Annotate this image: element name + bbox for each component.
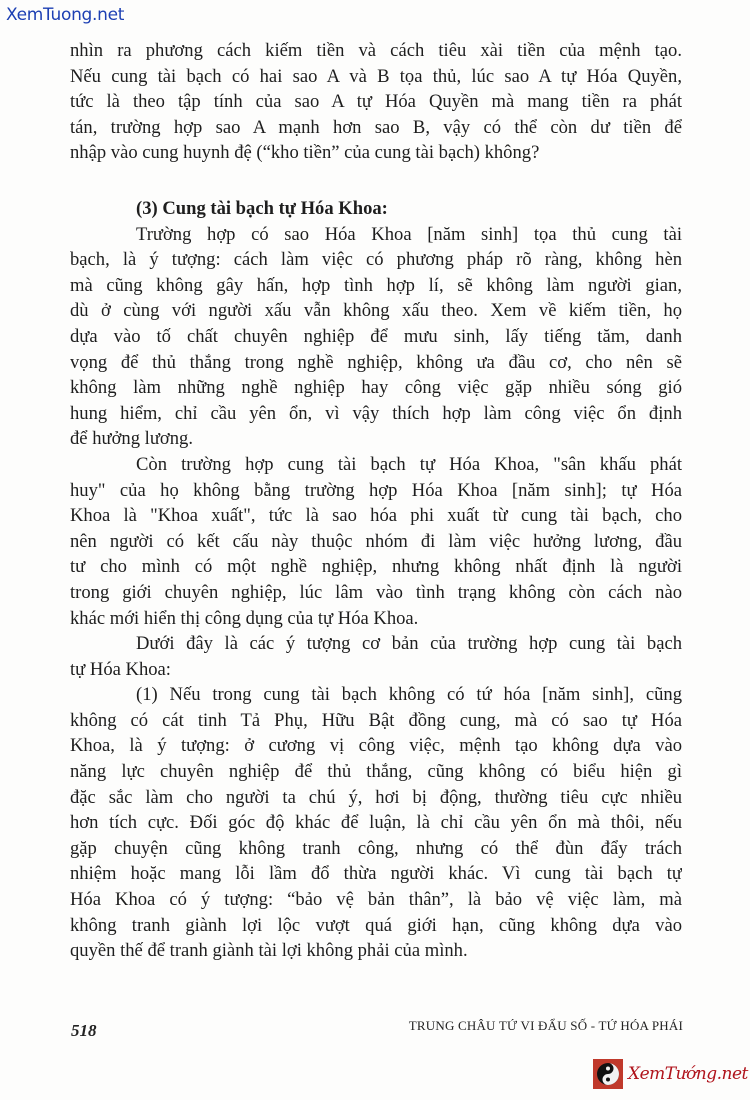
text-line: tự Hóa Khoa:: [70, 658, 171, 680]
text-line: Khoa là "Khoa xuất", tức là sao hóa phi xuất từ cung tài bạch, cho: [70, 505, 682, 527]
text-line: nhiệm hoặc mang lỗi lầm đổ thừa người khác. Vì cung tài bạch tự: [70, 863, 682, 885]
text-line: nhìn ra phương cách kiếm tiền và cách tiêu xài tiền của mệnh tạo.: [70, 40, 682, 61]
text-line: dựa vào tố chất chuyên nghiệp để mưu sinh, lấy tiếng tăm, danh: [70, 325, 682, 347]
logo-text: XemTướng.net: [628, 1064, 748, 1084]
text-line: Còn trường hợp cung tài bạch tự Hóa Khoa, "sân khấu phát: [136, 453, 682, 475]
text-line: để hưởng lương.: [70, 428, 193, 450]
section-block: [70, 196, 682, 964]
text-line: không tranh giành lợi lộc vượt quá giới hạn, cũng không dựa vào: [70, 914, 682, 936]
text-line: Khoa, là ý tượng: ở cương vị công việc, mệnh tạo không dựa vào: [70, 735, 682, 757]
text-line: năng lực chuyên nghiệp để thủ thắng, cũng không có biểu hiện gì: [70, 761, 682, 783]
text-line: (1) Nếu trong cung tài bạch không có tứ hóa [năm sinh], cũng: [136, 684, 682, 706]
page-number: 518: [71, 1021, 97, 1040]
text-line: không làm những nghề nghiệp hay công việc gặp nhiều sóng gió: [70, 377, 682, 399]
text-line: tức là theo tập tính của sao A tự Hóa Quyền mà mang tiền ra phát: [70, 91, 682, 113]
text-line: tán, trường hợp sao A mạnh hơn sao B, vậy có thể còn dư tiền để: [70, 116, 682, 138]
text-line: khác mới hiển thị công dụng của tự Hóa Khoa.: [70, 607, 419, 629]
text-line: mà cũng không gây hấn, hợp tình hợp lí, sẽ không làm người gian,: [70, 274, 682, 296]
text-line: Trường hợp có sao Hóa Khoa [năm sinh] tọa thủ cung tài: [136, 223, 682, 245]
text-line: tư cho mình có một nghề nghiệp, nhưng không nhất định là người: [70, 556, 682, 578]
text-line: Dưới đây là các ý tượng cơ bản của trường hợp cung tài bạch: [136, 633, 682, 655]
text-line: đặc sắc làm cho người ta chú ý, hơi bị động, thường tiêu cực nhiều: [70, 786, 682, 808]
text-line: bạch, là ý tượng: cách làm việc có phương pháp rõ ràng, không hèn: [70, 249, 682, 271]
text-line: quyền thế để tranh giành tài lợi không phải của mình.: [70, 940, 468, 962]
text-line: gặp chuyện cũng không tranh công, nhưng có thể đùn đẩy trách: [70, 837, 682, 859]
text-line: vọng để thủ thắng trong nghề nghiệp, không ưa đầu cơ, cho nên sẽ: [70, 351, 682, 373]
running-title: TRUNG CHÂU TỨ VI ĐẨU SỐ - TỨ HÓA PHÁI: [408, 1018, 683, 1033]
text-line: huy" của họ không bằng trường hợp Hóa Khoa [năm sinh]; tự Hóa: [70, 479, 682, 501]
section-heading: (3) Cung tài bạch tự Hóa Khoa:: [136, 198, 388, 219]
text-line: nhập vào cung huynh đệ (“kho tiền” của cung tài bạch) không?: [70, 142, 540, 164]
text-line: Nếu cung tài bạch có hai sao A và B tọa thủ, lúc sao A tự Hóa Quyền,: [70, 65, 682, 87]
paragraph-1: [70, 38, 682, 166]
yin-yang-icon: [593, 1059, 623, 1089]
site-logo: [593, 1057, 748, 1091]
text-line: không có cát tinh Tả Phụ, Hữu Bật đồng cung, mà có sao tự Hóa: [70, 709, 682, 731]
text-line: hơn tích cực. Đối góc độ khác để luận, là chỉ cầu yên ổn mà thôi, nếu: [70, 812, 682, 834]
text-line: Hóa Khoa có ý tượng: “bảo vệ bản thân”, là bảo vệ việc làm, mà: [70, 889, 682, 911]
site-watermark: XemTuong.net: [6, 5, 125, 25]
text-line: nên người có kết cấu này thuộc nhóm đi làm việc hưởng lương, đầu: [70, 530, 682, 552]
text-line: hung hiểm, chỉ cầu yên ổn, vì vậy thích hợp làm công việc ổn định: [70, 402, 682, 424]
text-line: dù ở cùng với người xấu vẫn không xấu theo. Xem về kiếm tiền, họ: [70, 300, 682, 322]
text-line: trong giới chuyên nghiệp, lúc lâm vào tình trạng không còn cách nào: [70, 581, 682, 603]
